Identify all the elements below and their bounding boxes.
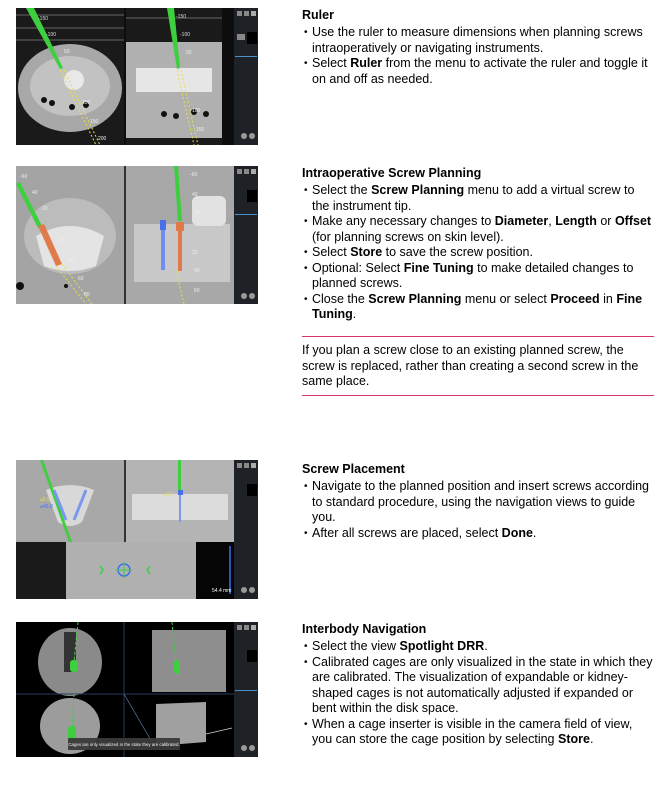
bullet-text: Navigate to the planned position and insert screws according to standard procedure, using the navigation views to guide you. <box>312 479 650 524</box>
ui-term: Done <box>501 525 533 540</box>
ruler-section <box>302 8 654 87</box>
bullet-text: . <box>589 732 594 746</box>
screw-planning-section <box>302 166 654 323</box>
screw-placement-screenshot <box>16 460 258 599</box>
bullet-text: . <box>484 639 488 653</box>
planning-tick-label: 20 <box>192 250 198 256</box>
ruler-tick-label: -100 <box>180 32 191 38</box>
bullet-text: , <box>548 214 556 228</box>
bullet-item <box>302 717 654 748</box>
bullet-item <box>302 245 654 261</box>
bullet-text: Select <box>312 56 351 70</box>
planning-tick-label: 20 <box>60 238 66 244</box>
bullet-list <box>302 183 654 323</box>
ui-term: Store <box>350 245 383 259</box>
bullet-text: Make any necessary changes to <box>312 214 495 228</box>
bullet-text: Close the <box>312 291 369 306</box>
bullet-list <box>302 479 654 541</box>
bullet-text: or <box>596 214 615 228</box>
ruler-tick-label: 150 <box>196 127 205 133</box>
ruler-tick-label: 150 <box>90 119 99 125</box>
planning-tick-label: 40 <box>68 258 74 264</box>
screw-planning-screenshot <box>16 166 258 304</box>
bullet-item <box>302 183 654 214</box>
bullet-text: Select the <box>312 183 372 197</box>
ruler-tick-label: -150 <box>38 16 49 22</box>
screw-diameter-label: ⌀6.0 <box>164 492 174 498</box>
bullet-item <box>302 639 654 655</box>
bullet-text: menu to add a virtual screw to the instrument tip. <box>312 183 635 213</box>
bullet-text: Select <box>312 245 351 259</box>
screw-placement-section <box>302 462 654 541</box>
ui-term: Screw Planning <box>368 291 462 306</box>
ui-term: Fine Tuning <box>312 291 643 321</box>
ruler-tick-label: 100 <box>82 100 91 106</box>
planning-tick-label: 40 <box>32 190 38 196</box>
planning-tick-label: -60 <box>190 172 198 178</box>
ui-term: Store <box>557 732 590 746</box>
bullet-text: . <box>352 307 357 321</box>
section-title: Interbody Navigation <box>302 622 427 636</box>
ui-term: Fine Tuning <box>403 260 474 275</box>
ui-term: Proceed <box>550 291 600 306</box>
planning-tick-label: 60 <box>194 288 200 294</box>
planning-tick-label: 40 <box>192 192 198 198</box>
planning-tick-label: 20 <box>194 210 200 216</box>
bullet-item <box>302 261 654 292</box>
section-title: Screw Placement <box>302 462 405 476</box>
section-title: Ruler <box>302 8 334 22</box>
interbody-navigation-screenshot <box>16 622 258 757</box>
ruler-tick-label: 50 <box>64 49 70 55</box>
planning-tick-label: 60 <box>78 276 84 282</box>
ui-term: Screw Planning <box>371 183 465 197</box>
ruler-tick-label: -100 <box>46 32 57 38</box>
interbody-navigation-section <box>302 622 654 748</box>
ui-term: Diameter <box>494 214 549 228</box>
bullet-list <box>302 25 654 87</box>
ruler-tick-label: 100 <box>192 108 201 114</box>
ruler-tick-label: 200 <box>98 136 107 142</box>
bullet-text: After all screws are placed, select <box>312 525 502 540</box>
ui-term: Spotlight DRR <box>399 639 485 653</box>
bullet-text: to save the screw position. <box>382 245 533 259</box>
ui-term: Length <box>555 214 597 228</box>
bullet-item <box>302 56 654 87</box>
bullet-text: Optional: Select <box>312 260 404 275</box>
section-title: Intraoperative Screw Planning <box>302 166 482 180</box>
cage-calibration-message: Cages are only visualized in the state they are calibrated. <box>68 742 180 747</box>
bullet-text: to make detailed changes to planned screws. <box>312 260 634 290</box>
bullet-item <box>302 655 654 717</box>
distance-readout: 54.4 mm <box>212 588 232 594</box>
bullet-item <box>302 214 654 245</box>
bullet-text: in <box>599 291 617 306</box>
bullet-text: Calibrated cages are only visualized in the state in which they are calibrated. The visualization of expandable or kidney-shaped cages is not automatically adjusted if expanded or bent within the disk space. <box>312 654 653 715</box>
bullet-text: When a cage inserter is visible in the camera field of view, you can store the cage position by selecting <box>312 716 633 746</box>
screw-length-label: ⌀45.0 <box>40 504 53 510</box>
bullet-text: Select the view <box>312 639 400 653</box>
bullet-text: from the menu to activate the ruler and toggle it on and off as needed. <box>312 56 648 86</box>
planning-tick-label: 80 <box>84 292 90 298</box>
bullet-text: Use the ruler to measure dimensions when planning screws intraoperatively or navigating instruments. <box>312 25 643 55</box>
bullet-text: menu or select <box>461 291 551 306</box>
bullet-text: . <box>532 525 537 540</box>
planning-tick-label: -60 <box>20 174 28 180</box>
bullet-item <box>302 526 654 542</box>
bullet-list <box>302 639 654 748</box>
planning-tick-label: 40 <box>194 268 200 274</box>
bullet-item <box>302 479 654 526</box>
ruler-tick-label: 50 <box>186 50 192 56</box>
screw-replacement-note: If you plan a screw close to an existing planned screw, the screw is replaced, rather than creating a second screw in the same place. <box>302 336 654 396</box>
ruler-screenshot <box>16 8 258 145</box>
planning-tick-label: 20 <box>42 206 48 212</box>
bullet-text: (for planning screws on skin level). <box>312 229 504 244</box>
ui-term: Ruler <box>350 56 383 70</box>
ui-term: Offset <box>614 214 652 228</box>
bullet-item <box>302 292 654 323</box>
screw-diameter-label: ⌀5.5 <box>40 497 50 503</box>
ruler-tick-label: -150 <box>176 14 187 20</box>
bullet-item <box>302 25 654 56</box>
